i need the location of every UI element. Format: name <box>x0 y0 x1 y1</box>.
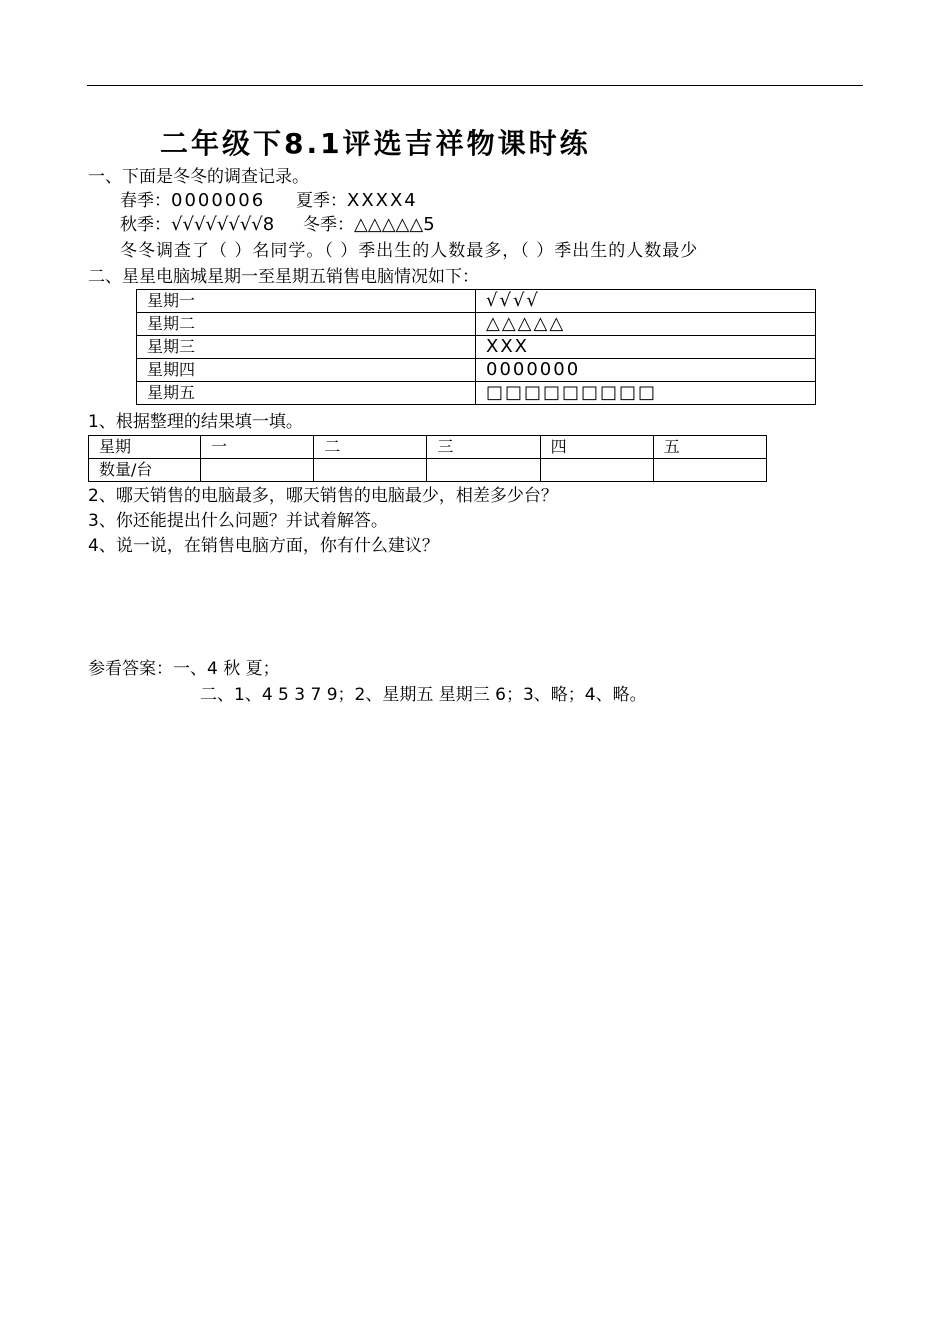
marks-cell: XXX <box>476 336 816 359</box>
answers-label: 参看答案： <box>88 659 173 679</box>
fill-header-cell: 一 <box>201 436 314 459</box>
fill-header-cell: 三 <box>427 436 540 459</box>
marks-cell: 0000000 <box>476 359 816 382</box>
day-cell: 星期五 <box>137 382 476 405</box>
page-title: 二年级下8.1评选吉祥物课时练 <box>160 127 591 160</box>
fill-row-label: 数量/台 <box>89 459 201 482</box>
table-row <box>137 336 816 359</box>
fill-header-cell: 二 <box>314 436 427 459</box>
table-row <box>137 359 816 382</box>
table-row <box>137 313 816 336</box>
table-row <box>89 459 767 482</box>
fill-answer-cell[interactable] <box>540 459 653 482</box>
table-row <box>137 382 816 405</box>
answers-line-1 <box>88 658 280 680</box>
fill-header-cell: 四 <box>540 436 653 459</box>
question-2: 2、哪天销售的电脑最多，哪天销售的电脑最少，相差多少台？ <box>88 486 558 506</box>
marks-cell: √√√√ <box>476 290 816 313</box>
marks-cell: □□□□□□□□□ <box>476 382 816 405</box>
marks-cell: △△△△△ <box>476 313 816 336</box>
table-row <box>137 290 816 313</box>
spring-summer-record <box>120 190 418 212</box>
answers-line-2: 二、1、4 5 3 7 9；2、星期五 星期三 6；3、略；4、略。 <box>200 685 647 705</box>
autumn-value: √√√√√√√√8 <box>171 214 275 235</box>
summer-label: 夏季： <box>295 191 347 211</box>
autumn-label: 秋季： <box>120 215 171 235</box>
answers-part-1: 一、4 秋 夏； <box>173 659 280 679</box>
spring-value: 0000006 <box>171 190 266 211</box>
day-cell: 星期一 <box>137 290 476 313</box>
question-4: 4、说一说，在销售电脑方面，你有什么建议？ <box>88 536 439 556</box>
table-row <box>89 436 767 459</box>
top-rule <box>87 85 863 86</box>
section1-heading: 一、下面是冬冬的调查记录。 <box>88 167 309 187</box>
winter-value: △△△△△5 <box>354 214 435 235</box>
question-3: 3、你还能提出什么问题？并试着解答。 <box>88 511 388 531</box>
fill-header-cell: 星期 <box>89 436 201 459</box>
fill-table <box>88 435 767 482</box>
spring-label: 春季： <box>120 191 171 211</box>
autumn-winter-record <box>120 214 435 236</box>
section2-heading: 二、星星电脑城星期一至星期五销售电脑情况如下： <box>88 267 479 287</box>
fill-answer-cell[interactable] <box>314 459 427 482</box>
winter-label: 冬季： <box>303 215 355 235</box>
fill-answer-cell[interactable] <box>201 459 314 482</box>
question-1: 1、根据整理的结果填一填。 <box>88 412 303 432</box>
sales-table <box>136 289 816 405</box>
day-cell: 星期二 <box>137 313 476 336</box>
section1-question: 冬冬调查了（ ）名同学。（ ）季出生的人数最多，（ ）季出生的人数最少 <box>120 241 699 261</box>
day-cell: 星期四 <box>137 359 476 382</box>
fill-header-cell: 五 <box>653 436 766 459</box>
summer-value: XXXX4 <box>346 190 418 211</box>
fill-answer-cell[interactable] <box>653 459 766 482</box>
day-cell: 星期三 <box>137 336 476 359</box>
fill-answer-cell[interactable] <box>427 459 540 482</box>
